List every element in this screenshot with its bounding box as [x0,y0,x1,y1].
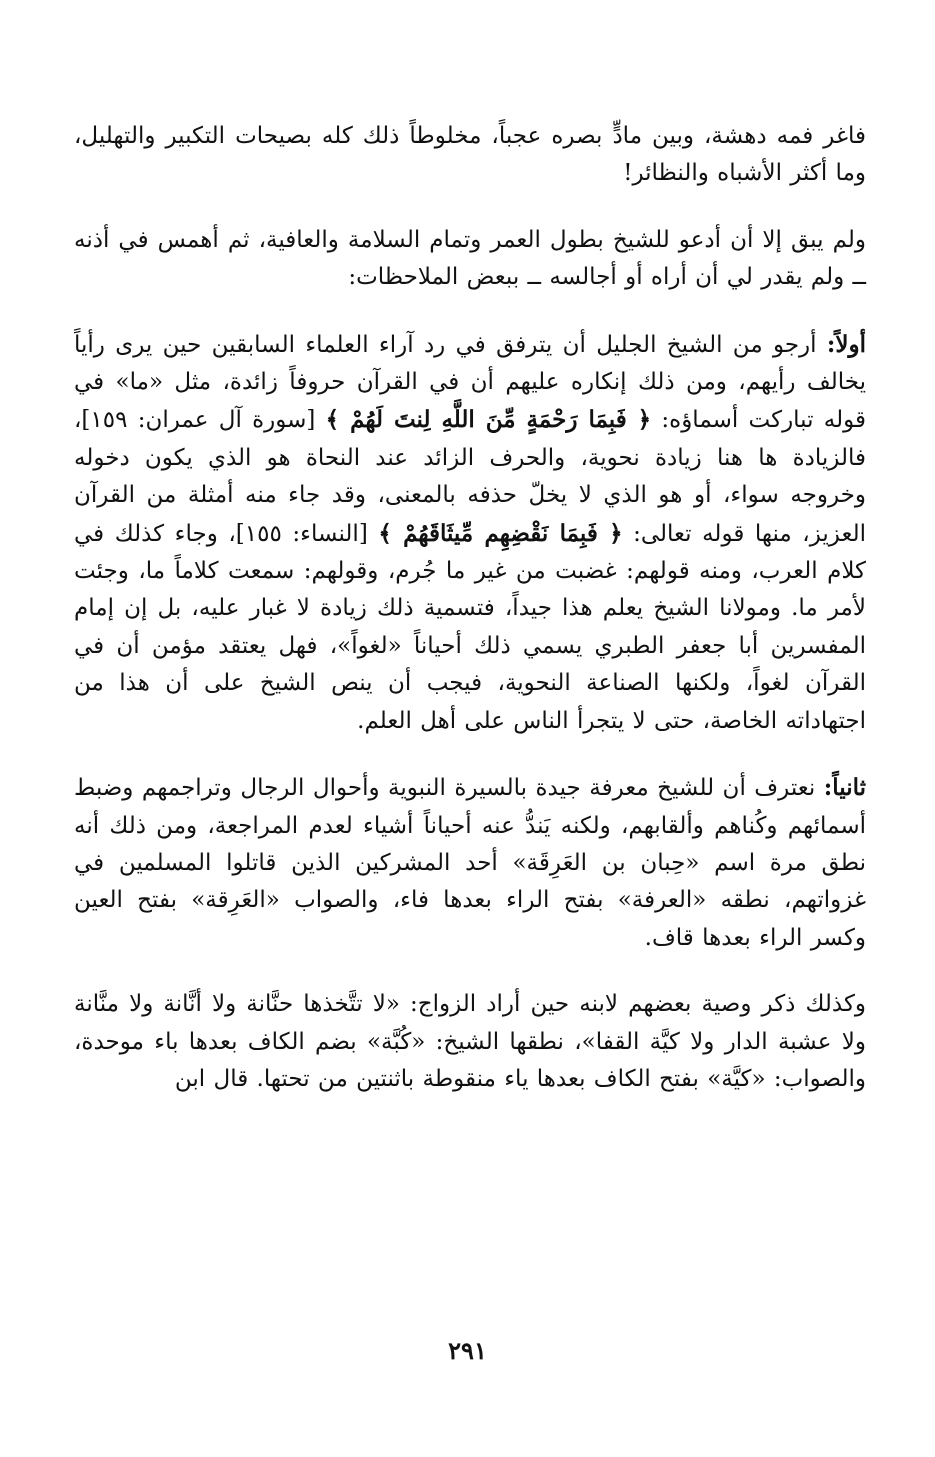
paragraph-1: فاغر فمه دهشة، وبين مادٍّ بصره عجباً، مخلوطاً ذلك كله بصيحات التكبير والتهليل، وما أكثر الأشباه والنظائر! [74,123,866,187]
paragraph-3-part-2: [سورة آل عمران: ١٥٩]، فالزيادة ها هنا زيادة نحوية، والحرف الزائد عند النحاة هو الذي يكون دخوله وخروجه سواء، أو هو الذي لا يخلّ حذفه بالمعنى، وقد جاء منه أمثلة من القرآن العزيز، منها قوله تعالى: [74,407,866,547]
page-body [74,118,866,1098]
paragraph-4-text: نعترف أن للشيخ معرفة جيدة بالسيرة النبوية وأحوال الرجال وتراجمهم وضبط أسمائهم وكُناهم وألقابهم، ولكنه يَندُّ عنه أحياناً أشياء لعدم المراجعة، ومن ذلك أنه نطق مرة اسم «حِبان بن العَرِقَة» أحد المشركين الذين قاتلوا المسلمين في غزواتهم، نطقه «العرفة» بفتح الراء بعدها فاء، والصواب «العَرِقة» بفتح العين وكسر الراء بعدها قاف. [74,775,866,951]
paragraph-3-part-3: [النساء: ١٥٥]، وجاء كذلك في كلام العرب، ومنه قولهم: غضبت من غير ما جُرم، وقولهم: سمعت كلاماً ما، وجئت لأمر ما. ومولانا الشيخ يعلم هذا جيداً، فتسمية ذلك زيادة لا غبار عليه، بل إن إمام المفسرين أبا جعفر الطبري يسمي ذلك أحياناً «لغواً»، فهل يعتقد مؤمن أن في القرآن لغواً، ولكنها الصناعة النحوية، فيجب أن ينص الشيخ على أن هذا من اجتهاداته الخاصة، حتى لا يتجرأ الناس على أهل العلم. [74,520,866,734]
paragraph-3 [74,326,866,740]
paragraph-5: وكذلك ذكر وصية بعضهم لابنه حين أراد الزواج: «لا تتَّخذها حنَّانة ولا أنَّانة ولا منَّانة ولا عشبة الدار ولا كيَّة القفا»، نطقها الشيخ: «كُبَّة» بضم الكاف بعدها باء موحدة، والصواب: «كيَّة» بفتح الكاف بعدها ياء منقوطة باثنتين من تحتها. قال ابن [74,991,866,1092]
page-number: ٢٩١ [448,1336,487,1365]
paragraph-2: ولم يبق إلا أن أدعو للشيخ بطول العمر وتمام السلامة والعافية، ثم أهمس في أذنه ــ ولم يقدر لي أن أراه أو أجالسه ــ ببعض الملاحظات: [74,226,866,291]
paragraph-lead-first: أولاً: [826,330,866,358]
paragraph-3-part-1: أرجو من الشيخ الجليل أن يترفق في رد آراء العلماء السابقين حين يرى رأياً يخالف رأيهم، ومن ذلك إنكاره عليهم أن في القرآن حروفاً زائدة، مثل «ما» في قوله تباركت أسماؤه: [74,331,867,434]
paragraph-lead-second: ثانياً: [823,774,866,802]
quran-verse-al-imran: ﴿ فَبِمَا رَحْمَةٍ مِّنَ اللَّهِ لِنتَ لَهُمْ ﴾ [325,406,652,434]
quran-verse-an-nisa: ﴿ فَبِمَا نَقْضِهِم مِّيثَاقَهُمْ ﴾ [378,519,623,547]
paragraph-4 [74,769,866,957]
